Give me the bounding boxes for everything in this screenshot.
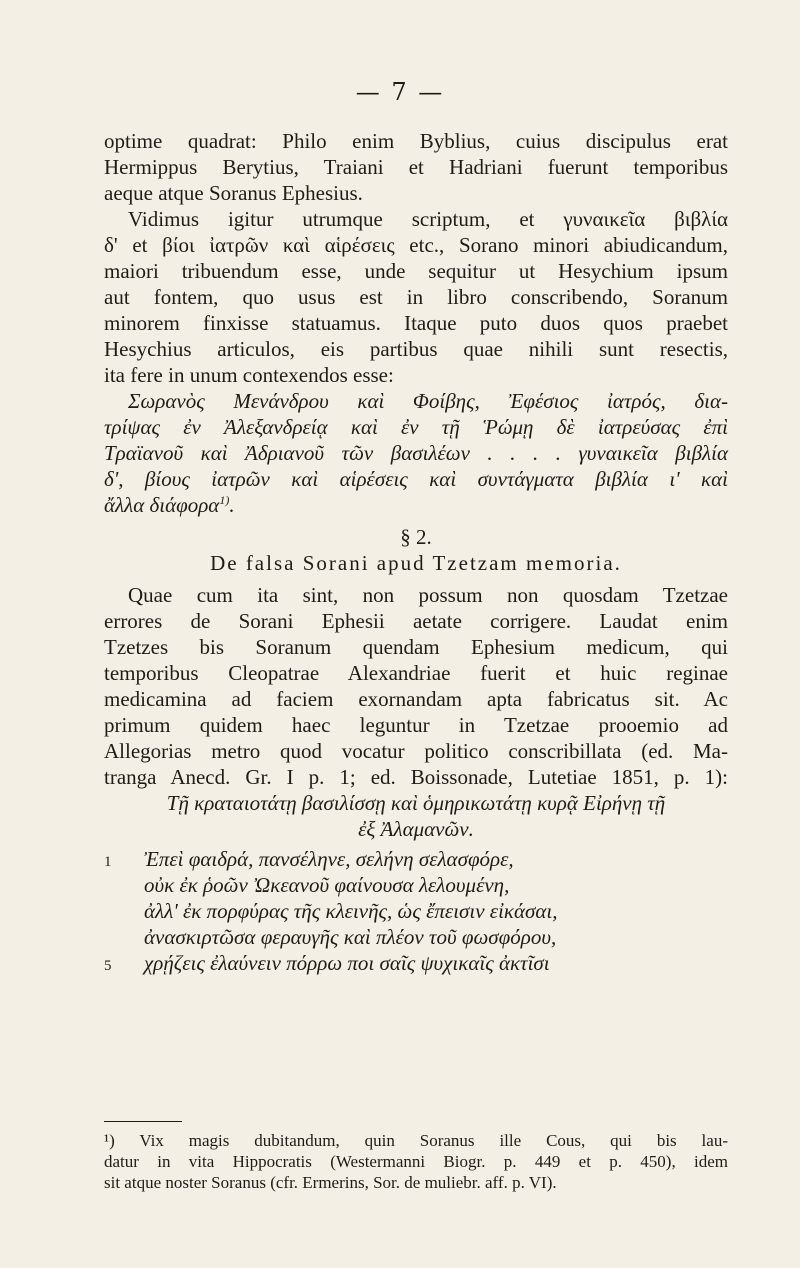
- text-line: Vidimus igitur utrumque scriptum, et γυναικεῖα βιβλία: [128, 207, 728, 231]
- verse-line: ἀλλ' ἐκ πορφύρας τῆς κλεινῆς, ὡς ἔπεισιν εἰκάσαι,: [144, 899, 558, 923]
- dedication-header: [104, 790, 728, 842]
- text-line: maiori tribuendum esse, unde sequitur ut Hesychium ipsum: [104, 259, 728, 283]
- text-line: ἄλλα διάφορα$^{1)}$.: [104, 493, 235, 517]
- footnote-line: sit atque noster Soranus (cfr. Ermerins, Sor. de muliebr. aff. p. VI).: [104, 1173, 557, 1192]
- verse-line-number: 5: [104, 958, 112, 974]
- text-line: optime quadrat: Philo enim Byblius, cuius discipulus erat: [104, 129, 728, 153]
- text-line: Τραϊανοῦ καὶ Ἀδριανοῦ τῶν βασιλέων . . . . γυναικεῖα βιβλία: [104, 441, 728, 465]
- text-line: aut fontem, quo usus est in libro conscribendo, Soranum: [104, 285, 728, 309]
- text-line: minorem finxisse statuamus. Itaque puto duos quos praebet: [104, 311, 728, 335]
- verse-line: 1 Ἐπεὶ φαιδρά, πανσέληνε, σελήνη σελασφόρε,: [104, 846, 728, 872]
- text-line: primum quidem haec leguntur in Tzetzae prooemio ad: [104, 713, 728, 737]
- main-text: [104, 128, 728, 976]
- text-line: Tzetzes bis Soranum quendam Ephesium medicum, qui: [104, 635, 728, 659]
- text-line: temporibus Cleopatrae Alexandriae fuerit et huic reginae: [104, 661, 728, 685]
- text-line: Hermippus Berytius, Traiani et Hadriani fuerunt temporibus: [104, 155, 728, 179]
- verse-line: οὐκ ἐκ ῥοῶν Ὠκεανοῦ φαίνουσα λελουμένη,: [144, 873, 510, 897]
- text-line: τρίψας ἐν Ἀλεξανδρείᾳ καὶ ἐν τῇ Ῥώμῃ δὲ ἰατρεύσας ἐπὶ: [104, 415, 728, 439]
- footnote: [104, 1130, 728, 1193]
- text-line: medicamina ad faciem exornandam apta fabricatus sit. Ac: [104, 687, 728, 711]
- text-line: Hesychius articulos, eis partibus quae nihili sunt resectis,: [104, 337, 728, 361]
- text-line: Allegorias metro quod vocatur politico conscribillata (ed. Ma-: [104, 739, 728, 763]
- text-line: Quae cum ita sint, non possum non quosdam Tzetzae: [128, 583, 728, 607]
- text-line: ita fere in unum contexendos esse:: [104, 363, 394, 387]
- verse-line-number: 1: [104, 854, 112, 870]
- section-number: § 2.: [400, 525, 432, 549]
- text-line: δ', βίους ἰατρῶν καὶ αἱρέσεις καὶ συντάγματα βιβλία ι' καὶ: [104, 467, 728, 491]
- text-line: aeque atque Soranus Ephesius.: [104, 181, 363, 205]
- dedication-line: Τῇ κραταιοτάτῃ βασιλίσσῃ καὶ ὁμηρικωτάτῃ κυρᾷ Εἰρήνῃ τῇ: [166, 791, 666, 815]
- text-line: δ' et βίοι ἰατρῶν καὶ αἱρέσεις etc., Sorano minori abiudicandum,: [104, 233, 728, 257]
- footnote-separator: [104, 1121, 182, 1122]
- footnote-line: ¹) Vix magis dubitandum, quin Soranus ille Cous, qui bis lau-: [104, 1131, 728, 1150]
- footnote-line: datur in vita Hippocratis (Westermanni Biogr. p. 449 et p. 450), idem: [104, 1152, 728, 1171]
- dedication-line: ἐξ Ἀλαμανῶν.: [358, 817, 474, 841]
- text-line: Σωρανὸς Μενάνδρου καὶ Φοίβης, Ἐφέσιος ἰατρός, δια-: [128, 389, 728, 413]
- paragraph-block-2: [104, 582, 728, 790]
- text-line: errores de Sorani Ephesii aetate corrigere. Laudat enim: [104, 609, 728, 633]
- verse-line: ἀνασκιρτῶσα φεραυγῆς καὶ πλέον τοῦ φωσφόρου,: [144, 925, 557, 949]
- footnote-marker: 1): [219, 493, 230, 507]
- greek-verse: [104, 846, 728, 976]
- text-line: tranga Anecd. Gr. I p. 1; ed. Boissonade, Lutetiae 1851, p. 1):: [104, 765, 728, 789]
- section-title: De falsa Sorani apud Tzetzam memoria.: [210, 551, 622, 575]
- verse-line: 5 χρῄζεις ἐλαύνειν πόρρω ποι σαῖς ψυχικαῖς ἀκτῖσι: [104, 950, 728, 976]
- page-number: — 7 —: [355, 78, 445, 106]
- paragraph-block-1: [104, 128, 728, 518]
